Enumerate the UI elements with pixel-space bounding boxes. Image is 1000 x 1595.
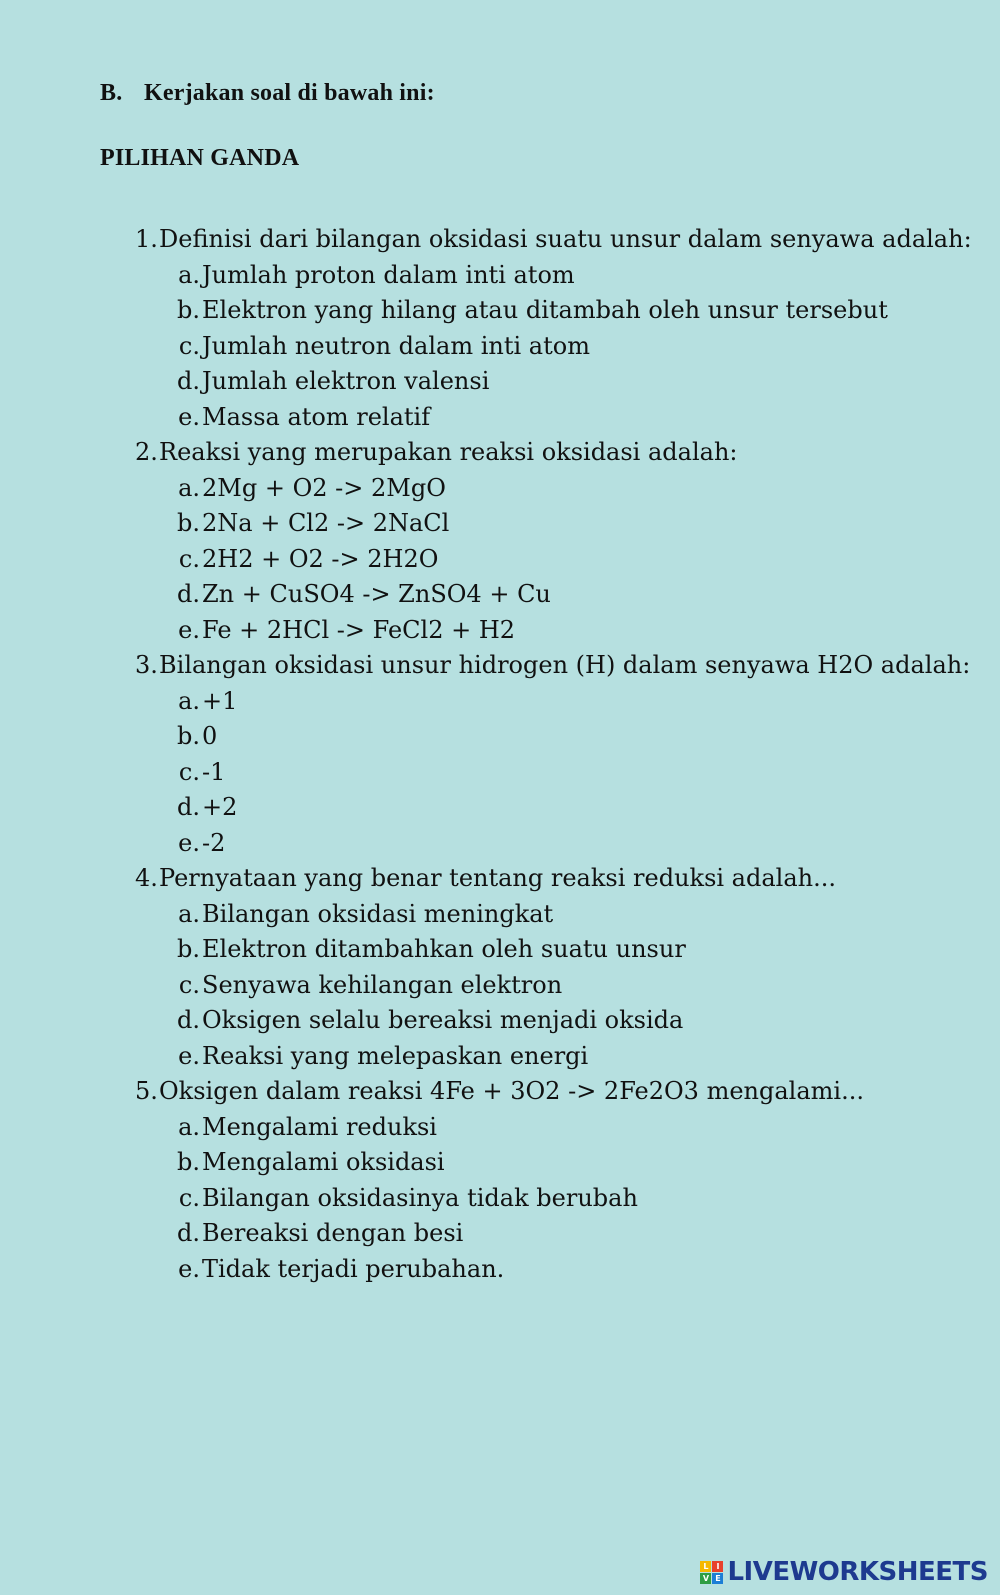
option-text: Mengalami oksidasi (202, 1148, 445, 1176)
answer-option (177, 755, 972, 791)
option-letter: b. (177, 296, 200, 324)
option-letter: e. (178, 1254, 200, 1283)
option-text: Mengalami reduksi (202, 1112, 437, 1141)
option-letter: a. (178, 899, 200, 928)
option-letter: c. (178, 331, 200, 360)
question-number: 2. (135, 438, 158, 466)
option-letter: a. (178, 260, 200, 289)
answer-option (177, 506, 972, 542)
option-text: Elektron ditambahkan oleh suatu unsur (202, 935, 686, 963)
question-number: 4. (135, 864, 158, 892)
option-text: Zn + CuSO4 -> ZnSO4 + Cu (202, 580, 551, 608)
option-letter: b. (177, 1148, 200, 1176)
section-letter: B. (100, 80, 123, 106)
option-text: Jumlah proton dalam inti atom (202, 260, 575, 289)
question-number: 3. (135, 651, 158, 679)
option-letter: a. (178, 686, 200, 715)
option-text: Bilangan oksidasi meningkat (202, 899, 554, 928)
option-letter: c. (178, 1183, 200, 1212)
question-line (135, 1074, 972, 1110)
answer-option (177, 897, 972, 933)
answer-option (177, 1252, 972, 1288)
logo-text: LIVEWORKSHEETS (727, 1557, 988, 1587)
answer-option (177, 932, 972, 968)
option-letter: c. (178, 544, 200, 573)
answer-option (177, 364, 972, 400)
question-text: Oksigen dalam reaksi 4Fe + 3O2 -> 2Fe2O3 mengalami... (159, 1077, 864, 1105)
question-item (135, 435, 972, 648)
question-item (135, 861, 972, 1074)
option-letter: d. (177, 580, 200, 608)
question-line (135, 648, 972, 684)
option-text: Jumlah elektron valensi (202, 367, 490, 395)
option-text: -2 (202, 828, 226, 857)
option-letter: e. (178, 1041, 200, 1070)
question-item (135, 1074, 972, 1287)
answer-option (177, 329, 972, 365)
option-text: Reaksi yang melepaskan energi (202, 1041, 589, 1070)
answer-option (177, 1003, 972, 1039)
question-number: 5. (135, 1077, 158, 1105)
logo-icon (700, 1561, 723, 1584)
option-list (135, 471, 972, 649)
logo-square: I (712, 1561, 723, 1572)
answer-option (177, 542, 972, 578)
option-text: +2 (202, 793, 238, 821)
option-letter: e. (178, 828, 200, 857)
logo-square: E (712, 1573, 723, 1584)
answer-option (177, 826, 972, 862)
question-text: Reaksi yang merupakan reaksi oksidasi adalah: (159, 438, 738, 466)
option-text: Senyawa kehilangan elektron (202, 970, 563, 999)
option-text: +1 (202, 686, 238, 715)
option-list (135, 684, 972, 862)
option-letter: a. (178, 473, 200, 502)
option-text: 2H2 + O2 -> 2H2O (202, 544, 439, 573)
option-list (135, 897, 972, 1075)
answer-option (177, 1145, 972, 1181)
option-letter: d. (177, 1219, 200, 1247)
option-text: Fe + 2HCl -> FeCl2 + H2 (202, 615, 516, 644)
question-line (135, 861, 972, 897)
option-letter: b. (177, 935, 200, 963)
option-text: 2Na + Cl2 -> 2NaCl (202, 509, 450, 537)
liveworksheets-logo (700, 1557, 988, 1587)
logo-square: V (700, 1573, 711, 1584)
option-letter: d. (177, 793, 200, 821)
option-list (135, 1110, 972, 1288)
answer-option (177, 1181, 972, 1217)
answer-option (177, 1110, 972, 1146)
question-list (135, 222, 972, 1287)
option-text: Massa atom relatif (202, 402, 431, 431)
option-letter: a. (178, 1112, 200, 1141)
question-item (135, 648, 972, 861)
answer-option (177, 577, 972, 613)
answer-option (177, 1216, 972, 1252)
answer-option (177, 719, 972, 755)
section-subtitle: PILIHAN GANDA (100, 145, 300, 171)
option-text: -1 (202, 757, 226, 786)
option-letter: e. (178, 402, 200, 431)
answer-option (177, 258, 972, 294)
logo-square: L (700, 1561, 711, 1572)
question-line (135, 435, 972, 471)
option-letter: b. (177, 509, 200, 537)
option-text: Bilangan oksidasinya tidak berubah (202, 1183, 638, 1212)
option-letter: b. (177, 722, 200, 750)
question-item (135, 222, 972, 435)
option-letter: c. (178, 757, 200, 786)
option-text: Jumlah neutron dalam inti atom (202, 331, 590, 360)
option-text: Bereaksi dengan besi (202, 1219, 464, 1247)
option-text: 0 (202, 722, 218, 750)
answer-option (177, 293, 972, 329)
option-list (135, 258, 972, 436)
question-text: Pernyataan yang benar tentang reaksi reduksi adalah... (159, 864, 836, 892)
answer-option (177, 968, 972, 1004)
option-letter: d. (177, 1006, 200, 1034)
option-letter: e. (178, 615, 200, 644)
question-number: 1. (135, 225, 158, 253)
question-text: Bilangan oksidasi unsur hidrogen (H) dalam senyawa H2O adalah: (159, 651, 971, 679)
option-text: 2Mg + O2 -> 2MgO (202, 473, 446, 502)
answer-option (177, 400, 972, 436)
answer-option (177, 613, 972, 649)
option-letter: d. (177, 367, 200, 395)
answer-option (177, 684, 972, 720)
option-text: Elektron yang hilang atau ditambah oleh unsur tersebut (202, 296, 888, 324)
answer-option (177, 1039, 972, 1075)
section-title: Kerjakan soal di bawah ini: (144, 80, 435, 106)
question-text: Definisi dari bilangan oksidasi suatu unsur dalam senyawa adalah: (159, 225, 972, 253)
question-line (135, 222, 972, 258)
answer-option (177, 471, 972, 507)
section-heading (100, 80, 435, 107)
option-letter: c. (178, 970, 200, 999)
option-text: Tidak terjadi perubahan. (202, 1254, 505, 1283)
answer-option (177, 790, 972, 826)
option-text: Oksigen selalu bereaksi menjadi oksida (202, 1006, 684, 1034)
